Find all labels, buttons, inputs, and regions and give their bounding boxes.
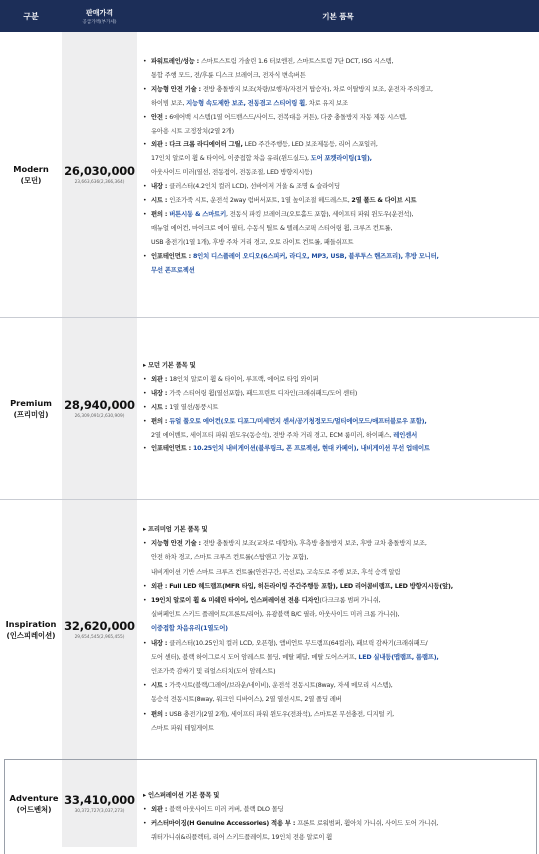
feature-text: USB 충전기(2열 2개), 세이프티 파워 윈도우(전좌석), 스마트폰 무선충전, 디지털 키, <box>169 710 394 718</box>
feature-category: 외관 : Full LED 헤드램프(MFR 타입, 히든라이팅 주간주행등 포함), LED 리어콤비램프, LED 방향지시등(앞), <box>151 582 453 590</box>
sale-price: 28,940,000 <box>64 398 135 412</box>
feature-text: 쿼터가니쉬&리플렉터, 리어 스키드플레이트, 19인치 전용 알로이 휠 <box>151 834 333 841</box>
trim-name-ko: (프리미엄) <box>13 409 49 419</box>
feature-item <box>143 711 394 719</box>
supply-price: 30,372,727(3,037,273) <box>74 809 125 814</box>
feature-text: 스마트 파워 테일게이트 <box>151 724 214 732</box>
trim-name-en: Inspiration <box>5 618 57 629</box>
feature-item-continued <box>143 100 348 108</box>
feature-category: 19인치 알로이 휠 & 미쉐린 타이어, 인스퍼레이션 전용 디자인 <box>151 597 320 604</box>
feature-item <box>143 820 438 828</box>
feature-text: 클러스터(10.25인치 컬러 LCD, 오픈형), 앰비언트 무드램프(64컬러), 패브릭 감싸기(크래쉬패드/ <box>169 639 428 647</box>
feature-category: 외관 : 다크 크롬 라디에이터 그릴, <box>151 141 245 149</box>
trim-name-cell <box>0 318 62 499</box>
header-price <box>62 0 137 32</box>
feature-text: (다크크롬 범퍼 가니쉬, <box>319 597 381 604</box>
feature-text: 프론트 로워범퍼, 휠아치 가니쉬, 사이드 도어 가니쉬, <box>297 820 439 827</box>
feature-text: 전방 충돌방지 보조(교차로 대향차), 후측방 충돌방지 보조, 후방 교차 충돌방지 보조, <box>202 540 427 548</box>
feature-item-continued <box>143 554 308 562</box>
basic-items-list <box>143 760 535 847</box>
trim-name-en: Adventure <box>9 792 59 803</box>
feature-item-continued <box>143 72 306 80</box>
header-basic-items: 기본 품목 <box>322 11 354 21</box>
sale-price: 26,030,000 <box>64 164 135 178</box>
feature-text: 매뉴얼 에어컨, 마이크로 에어 필터, 수동식 틸트 & 텔레스코픽 스티어링 휠, 크루즈 컨트롤, <box>151 224 393 232</box>
feature-item <box>143 86 433 94</box>
feature-highlight: 지능형 속도제한 보조, 전동겸고 스티어링 휠 <box>186 99 306 107</box>
table-header <box>0 0 539 32</box>
price-cell <box>62 500 137 759</box>
feature-highlight: 버튼시동 & 스마트키 <box>169 210 226 218</box>
feature-text: USB 충전기(1열 1개), 후방 주차 거리 경고, 오토 라이트 컨트롤, 패들쉬프트 <box>151 238 354 246</box>
feature-text: , 전동식 파킹 브레이크(오토홀드 포함), 세이프티 파워 윈도우(운전석), <box>226 210 414 218</box>
trim-row-inspiration <box>0 500 539 759</box>
feature-highlight: 8인치 디스플레이 오디오(6스피커, 라디오, MP3, USB, 블루투스 핸즈프리), 후방 모니터, <box>192 252 439 260</box>
trim-name-en: Premium <box>10 397 52 408</box>
feature-item-continued <box>143 725 214 733</box>
feature-highlight: 이중접합 차음유리(1열도어) <box>151 625 228 633</box>
supply-price: 23,663,636(2,366,364) <box>74 180 125 185</box>
feature-text: 가죽시트(블랙/그레이/브라운/네이비), 운전석 전동시트(8way, 자세 메모리 시스템), <box>169 682 393 690</box>
feature-item <box>143 682 393 690</box>
feature-text: 유아용 시트 고정장치(2열 2개) <box>151 127 234 135</box>
feature-text: 인조가죽 시트, 운전석 2way 럼버서포트, 1열 높이조절 헤드레스트, <box>169 197 352 204</box>
feature-item-continued <box>143 432 417 440</box>
trim-name-ko: (모던) <box>20 175 42 185</box>
feature-item <box>143 211 413 219</box>
feature-text: 17인치 알로이 휠 & 타이어, 이중접합 차음 유리(윈드실드), <box>151 155 311 163</box>
feature-text: 도어 센터), 블랙 하이그로시 도어 암레스트 몰딩, 메탈 페달, 메탈 도어스커프, <box>151 653 359 661</box>
section-heading: ▸ 프리미엄 기본 품목 및 <box>143 526 208 533</box>
trim-name-ko: (어드벤처) <box>16 804 52 814</box>
basic-items-list <box>143 318 535 499</box>
feature-emphasis: 2열 폴드 & 다이브 시트 <box>351 197 417 204</box>
feature-highlight: 듀얼 풀오토 에어컨(오토 디포그/미세먼지 센서/공기청정모드/멀티에어모드/애프터블로우 포함), <box>169 417 427 425</box>
feature-category: 파워트레인/성능 : <box>151 58 201 65</box>
feature-category: 지능형 안전 기술 : <box>151 540 203 548</box>
feature-item <box>143 390 357 398</box>
feature-item-continued <box>143 696 342 704</box>
feature-text: 블랙 아웃사이드 미러 커버, 블랙 DLO 몰딩 <box>169 806 284 813</box>
feature-text: 클러스터(4.2인치 컬러 LCD), 선바이저 거울 & 조명 & 슬라이딩 <box>169 183 340 191</box>
trim-name-en: Modern <box>13 163 49 174</box>
feature-text: 동승석 전동시트(8way, 워크인 디바이스), 2열 열선시트, 2열 폴딩 레버 <box>151 696 342 704</box>
header-price-title: 판매가격 <box>85 8 114 17</box>
feature-item <box>143 418 427 426</box>
trim-name-cell <box>6 760 62 847</box>
feature-category: 시트 : <box>151 197 170 204</box>
trim-name-ko: (인스피레이션) <box>6 630 56 640</box>
price-cell <box>62 760 137 847</box>
feature-category: 내장 : <box>151 389 170 397</box>
trim-row-adventure <box>0 760 539 847</box>
feature-text: LED 주간주행등, LED 보조제동등, 리어 스포일러, <box>244 141 378 149</box>
feature-text: 전방 충돌방지 보조(차량/보행자/자전거 탑승자), 차로 이탈방지 보조, 운전자 주의경고, <box>202 85 433 93</box>
feature-item <box>143 640 427 648</box>
feature-text: 하이빔 보조, <box>151 99 187 107</box>
feature-item-continued <box>143 267 195 275</box>
feature-item <box>143 197 416 205</box>
section-heading: ▸ 모던 기본 품목 및 <box>143 362 196 369</box>
feature-item-continued <box>143 225 392 233</box>
feature-highlight: LED 실내등(맵램프, 룸램프), <box>358 653 439 661</box>
sale-price: 32,620,000 <box>64 619 135 633</box>
trim-row-premium <box>0 318 539 500</box>
feature-item-continued <box>143 834 332 842</box>
feature-item <box>143 806 283 814</box>
feature-category: 시트 : <box>151 682 170 690</box>
feature-text: 아웃사이드 미러(열선, 전동접이, 전동조절, LED 방향지시등) <box>151 169 313 177</box>
trim-name-cell <box>0 32 62 317</box>
supply-price: 29,654,545(2,965,455) <box>74 635 125 640</box>
feature-highlight: 10.25인치 내비게이션(블루링크, 폰 프로젝션, 현대 카페이), 내비게이션 무선 업데이트 <box>192 445 430 453</box>
feature-category: 내장 : <box>151 639 170 647</box>
feature-item-continued <box>143 569 400 577</box>
feature-item <box>143 404 218 412</box>
feature-item-continued <box>143 155 372 163</box>
feature-item <box>143 597 380 605</box>
feature-item-continued <box>143 611 399 619</box>
feature-text: 2열 에어벤트, 세이프티 파워 윈도우(동승석), 전방 주차 거리 경고, ECM 룸미러, 하이패스, <box>151 431 394 439</box>
feature-category: 커스터마이징(H Genuine Accessories) 적용 부 : <box>151 820 298 827</box>
feature-item <box>143 183 340 191</box>
price-cell <box>62 318 137 499</box>
basic-items-list <box>143 32 535 317</box>
feature-item <box>143 253 439 261</box>
feature-text: 가죽 스티어링 휠(열선포함), 패드프린트 디자인(크래쉬패드/도어 센터) <box>169 389 358 397</box>
feature-category: 편의 : <box>151 210 170 218</box>
feature-highlight: 무선 폰프로젝션 <box>151 266 195 274</box>
header-trim: 구분 <box>23 11 39 21</box>
feature-item-continued <box>143 668 275 676</box>
feature-text: 실버페인트 스키드 플레이트(프론트/리어), 유광블랙 B/C 필라, 아웃사이드 미러 크롬 가니쉬), <box>151 611 400 619</box>
feature-text: 안전 하차 경고, 스마트 크루즈 컨트롤(스탑앤고 기능 포함), <box>151 554 309 562</box>
feature-text: 스마트스트림 가솔린 1.6 터보엔진, 스마트스트림 7단 DCT, ISG 시스템, <box>200 58 394 65</box>
feature-highlight: 레인센서 <box>393 431 417 439</box>
feature-category: 지능형 안전 기술 : <box>151 85 203 93</box>
supply-price: 26,309,091(2,630,909) <box>74 414 125 419</box>
feature-highlight: 도어 포켓라이팅(1열), <box>310 155 372 163</box>
feature-text: 통합 주행 모드, 전/후륜 디스크 브레이크, 전자식 변속버튼 <box>151 71 306 79</box>
feature-text: , 차로 유지 보조 <box>305 99 348 107</box>
feature-item-continued <box>143 239 353 247</box>
feature-item <box>143 540 427 548</box>
header-price-sub: 공급가액(부가세) <box>82 19 117 25</box>
trim-name-cell <box>0 500 62 759</box>
feature-category: 외관 : <box>151 375 170 383</box>
feature-item <box>143 114 407 122</box>
feature-text: 1열 열선/통풍시트 <box>169 403 219 411</box>
feature-item-continued <box>143 654 439 662</box>
feature-category: 안전 : <box>151 113 170 121</box>
feature-text: 인조가죽 감싸기 및 리얼스티치(도어 암레스트) <box>151 668 276 675</box>
section-heading: ▸ 인스퍼레이션 기본 품목 및 <box>143 792 220 799</box>
feature-category: 인포테인먼트 : <box>151 445 193 453</box>
feature-category: 인포테인먼트 : <box>151 252 193 260</box>
feature-item-continued <box>143 169 312 177</box>
feature-category: 외관 : <box>151 806 170 813</box>
feature-category: 시트 : <box>151 403 170 411</box>
feature-category: 편의 : <box>151 710 170 718</box>
feature-category: 편의 : <box>151 417 170 425</box>
feature-text: 내비게이션 기반 스마트 크루즈 컨트롤(안전구간, 곡선로), 고속도로 주행 보조, 후석 승객 알림 <box>151 568 401 576</box>
sale-price: 33,410,000 <box>64 793 135 807</box>
price-cell <box>62 32 137 317</box>
feature-item <box>143 141 378 149</box>
feature-category: 내장 : <box>151 183 170 191</box>
feature-item <box>143 376 318 384</box>
basic-items-list <box>143 500 535 759</box>
feature-item <box>143 445 430 453</box>
feature-item <box>143 58 393 66</box>
trim-row-modern <box>0 32 539 318</box>
feature-text: 6에어백 시스템(1열 어드밴스드/사이드, 전복대응 커튼), 다중 충돌방지 자동 제동 시스템, <box>169 113 407 121</box>
feature-item-continued <box>143 625 228 633</box>
feature-text: 18인치 알로이 휠 & 타이어, 루프랙, 에어로 타입 와이퍼 <box>169 375 319 383</box>
feature-item <box>143 583 453 591</box>
feature-item-continued <box>143 128 234 136</box>
